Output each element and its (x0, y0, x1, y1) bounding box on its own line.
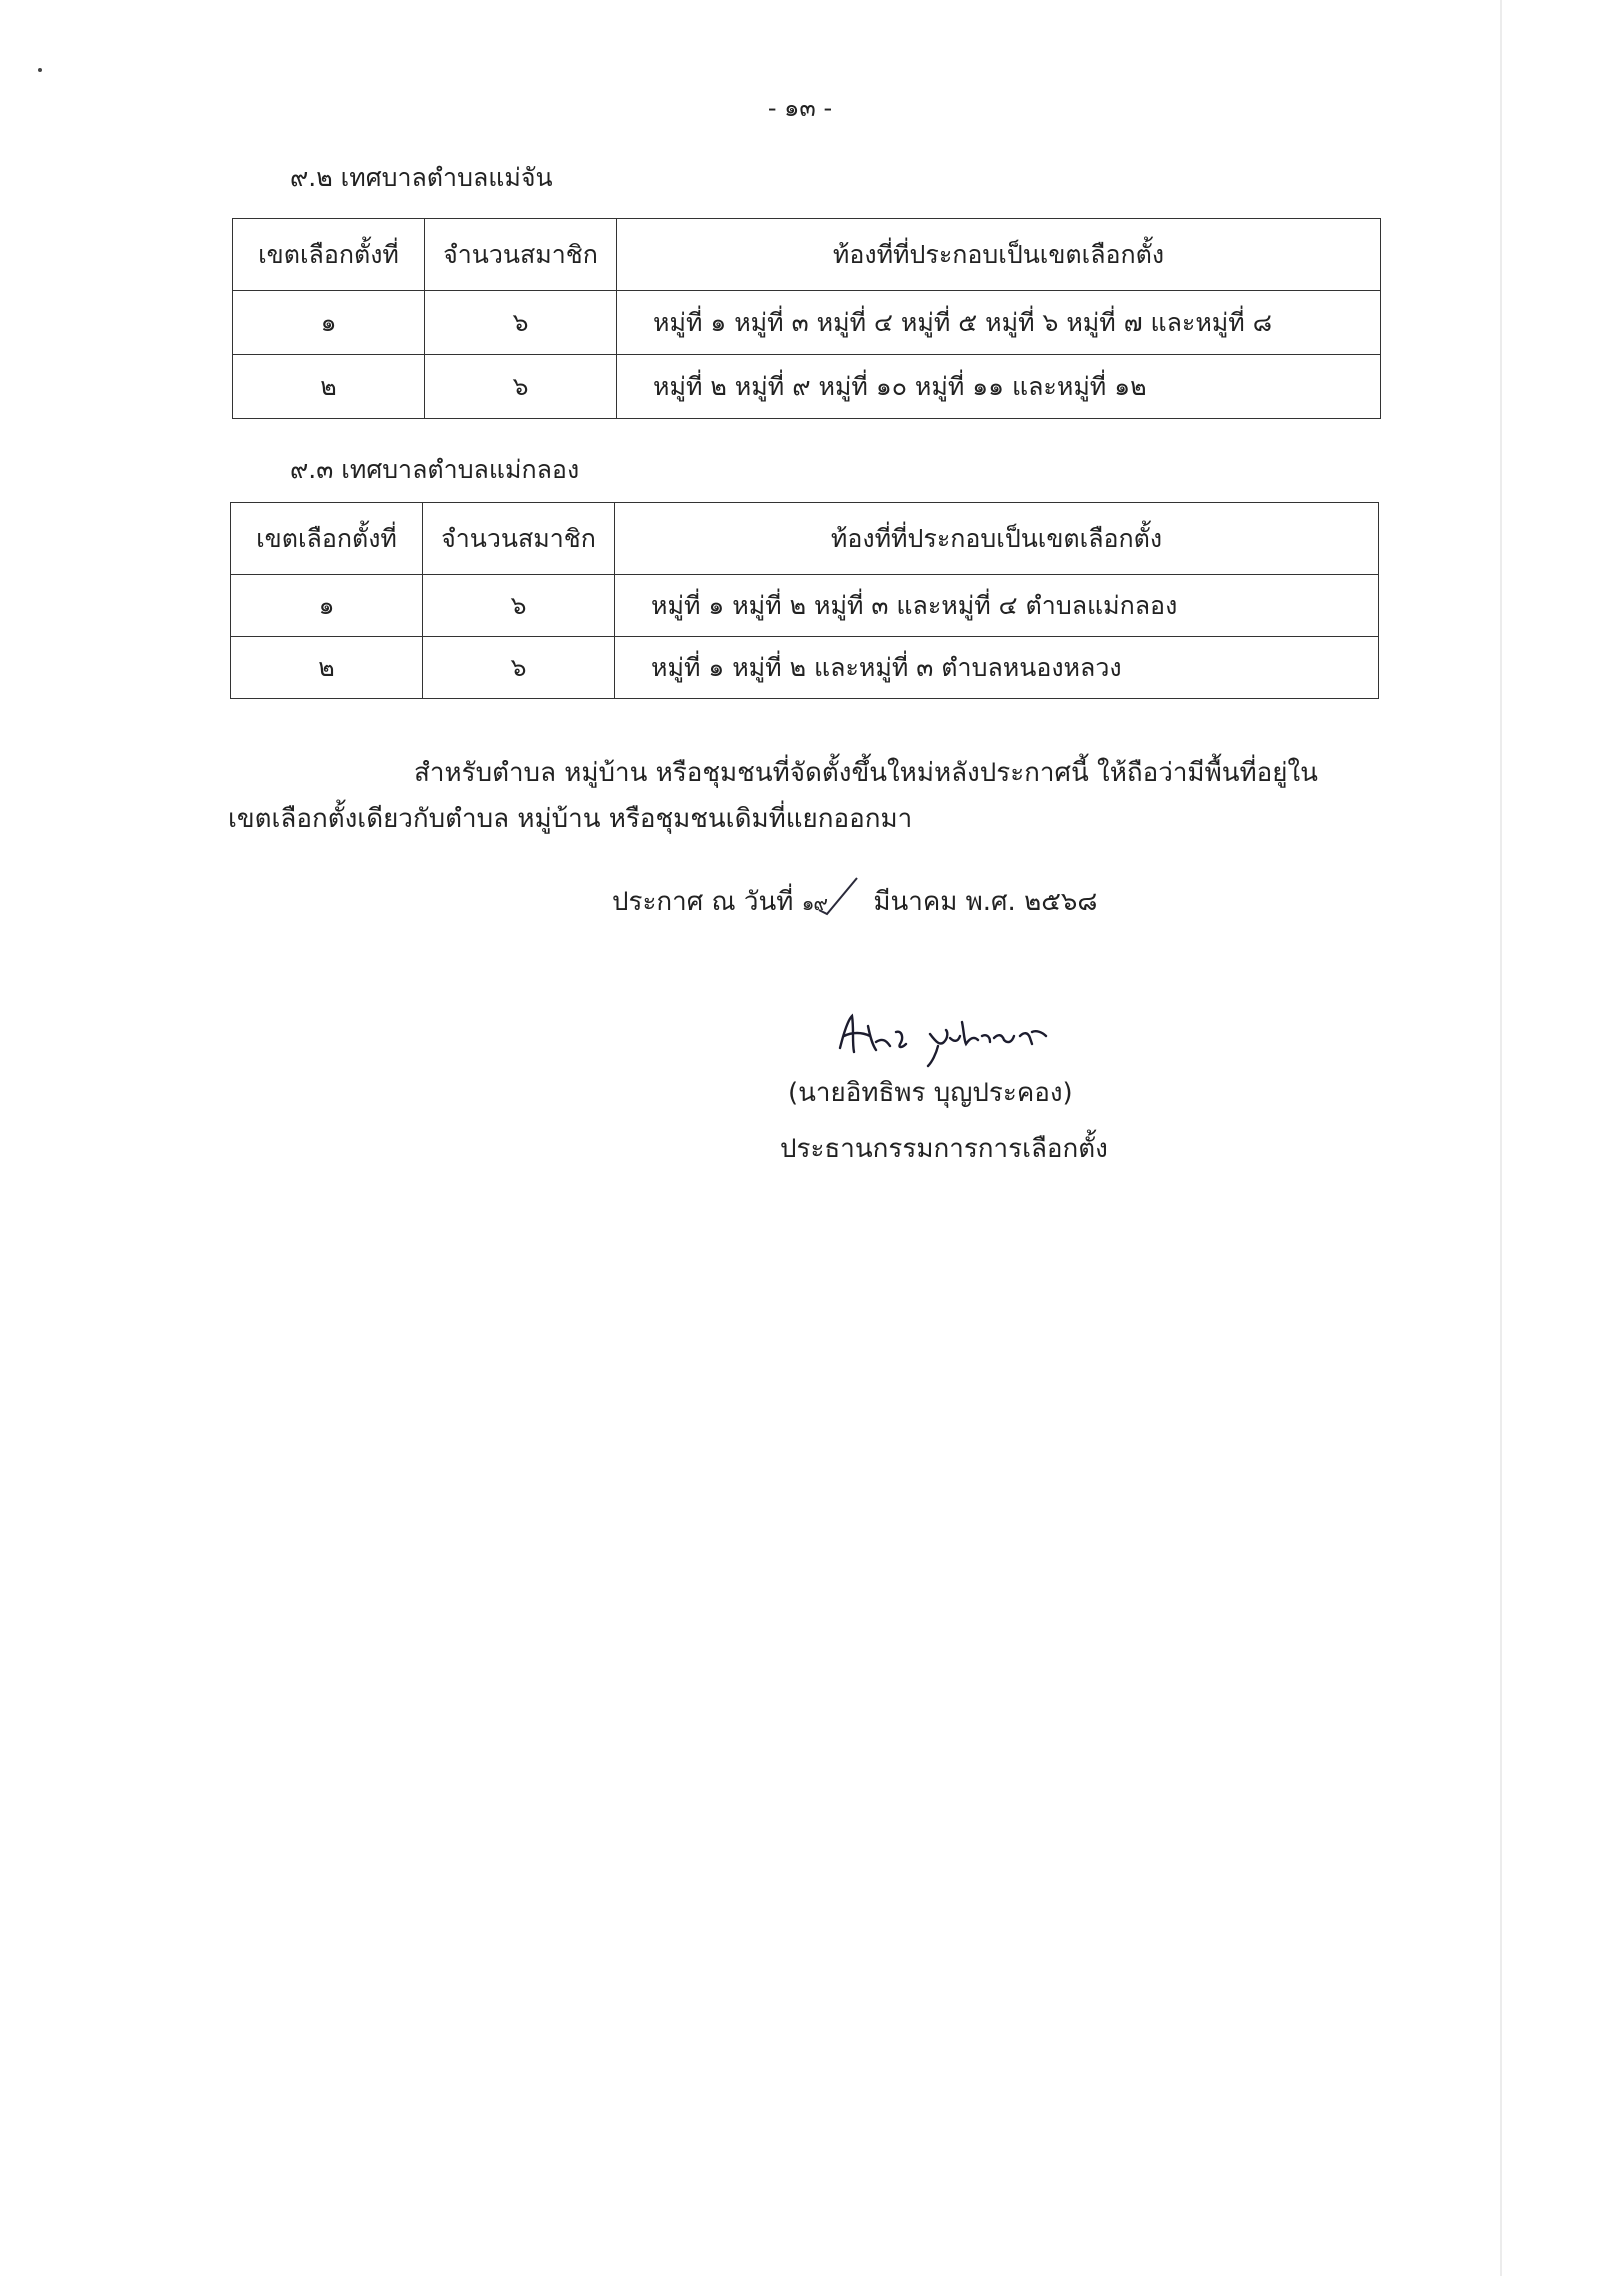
table-row (231, 575, 1379, 637)
cell-area: หมู่ที่ ๑ หมู่ที่ ๒ และหมู่ที่ ๓ ตำบลหนองหลวง (615, 637, 1379, 699)
district-table-9-2 (232, 218, 1381, 419)
cell-members: ๖ (425, 355, 617, 419)
cell-area: หมู่ที่ ๒ หมู่ที่ ๙ หมู่ที่ ๑๐ หมู่ที่ ๑๑ และหมู่ที่ ๑๒ (617, 355, 1381, 419)
cell-members: ๖ (425, 291, 617, 355)
header-members: จำนวนสมาชิก (423, 503, 615, 575)
cell-area: หมู่ที่ ๑ หมู่ที่ ๓ หมู่ที่ ๔ หมู่ที่ ๕ หมู่ที่ ๖ หมู่ที่ ๗ และหมู่ที่ ๘ (617, 291, 1381, 355)
cell-district: ๒ (233, 355, 425, 419)
table-row (233, 355, 1381, 419)
table-header-row (231, 503, 1379, 575)
cell-members: ๖ (423, 637, 615, 699)
header-area: ท้องที่ที่ประกอบเป็นเขตเลือกตั้ง (615, 503, 1379, 575)
signer-title: ประธานกรรมการการเลือกตั้ง (780, 1134, 1108, 1164)
cell-district: ๑ (233, 291, 425, 355)
cell-district: ๑ (231, 575, 423, 637)
announcement-date (612, 876, 1097, 922)
announcement-month-year: มีนาคม พ.ศ. ๒๕๖๘ (873, 887, 1098, 917)
scan-speck (38, 68, 42, 72)
section-title-9-3: ๙.๓ เทศบาลตำบลแม่กลอง (290, 455, 580, 484)
signer-name: (นายอิทธิพร บุญประคอง) (788, 1078, 1073, 1108)
page-number: - ๑๓ - (767, 94, 833, 122)
cell-district: ๒ (231, 637, 423, 699)
district-table-9-3 (230, 502, 1379, 699)
header-district: เขตเลือกตั้งที่ (231, 503, 423, 575)
header-members: จำนวนสมาชิก (425, 219, 617, 291)
header-area: ท้องที่ที่ประกอบเป็นเขตเลือกตั้ง (617, 219, 1381, 291)
announcement-prefix: ประกาศ ณ วันที่ (612, 887, 794, 917)
paragraph-line-1: สำหรับตำบล หมู่บ้าน หรือชุมชนที่จัดตั้งขึ้นใหม่หลังประกาศนี้ ให้ถือว่ามีพื้นที่อยู่ใน (414, 758, 1318, 788)
announcement-day: ๑๙ (801, 891, 828, 915)
cell-members: ๖ (423, 575, 615, 637)
section-title-9-2: ๙.๒ เทศบาลตำบลแม่จัน (290, 163, 553, 192)
table-header-row (233, 219, 1381, 291)
cell-area: หมู่ที่ ๑ หมู่ที่ ๒ หมู่ที่ ๓ และหมู่ที่ ๔ ตำบลแม่กลอง (615, 575, 1379, 637)
header-district: เขตเลือกตั้งที่ (233, 219, 425, 291)
signature-image (832, 1002, 1062, 1072)
table-row (233, 291, 1381, 355)
date-check-mark (817, 876, 861, 916)
paragraph-line-2: เขตเลือกตั้งเดียวกับตำบล หมู่บ้าน หรือชุมชนเดิมที่แยกออกมา (228, 804, 913, 834)
table-row (231, 637, 1379, 699)
scan-edge-line (1500, 0, 1502, 2276)
